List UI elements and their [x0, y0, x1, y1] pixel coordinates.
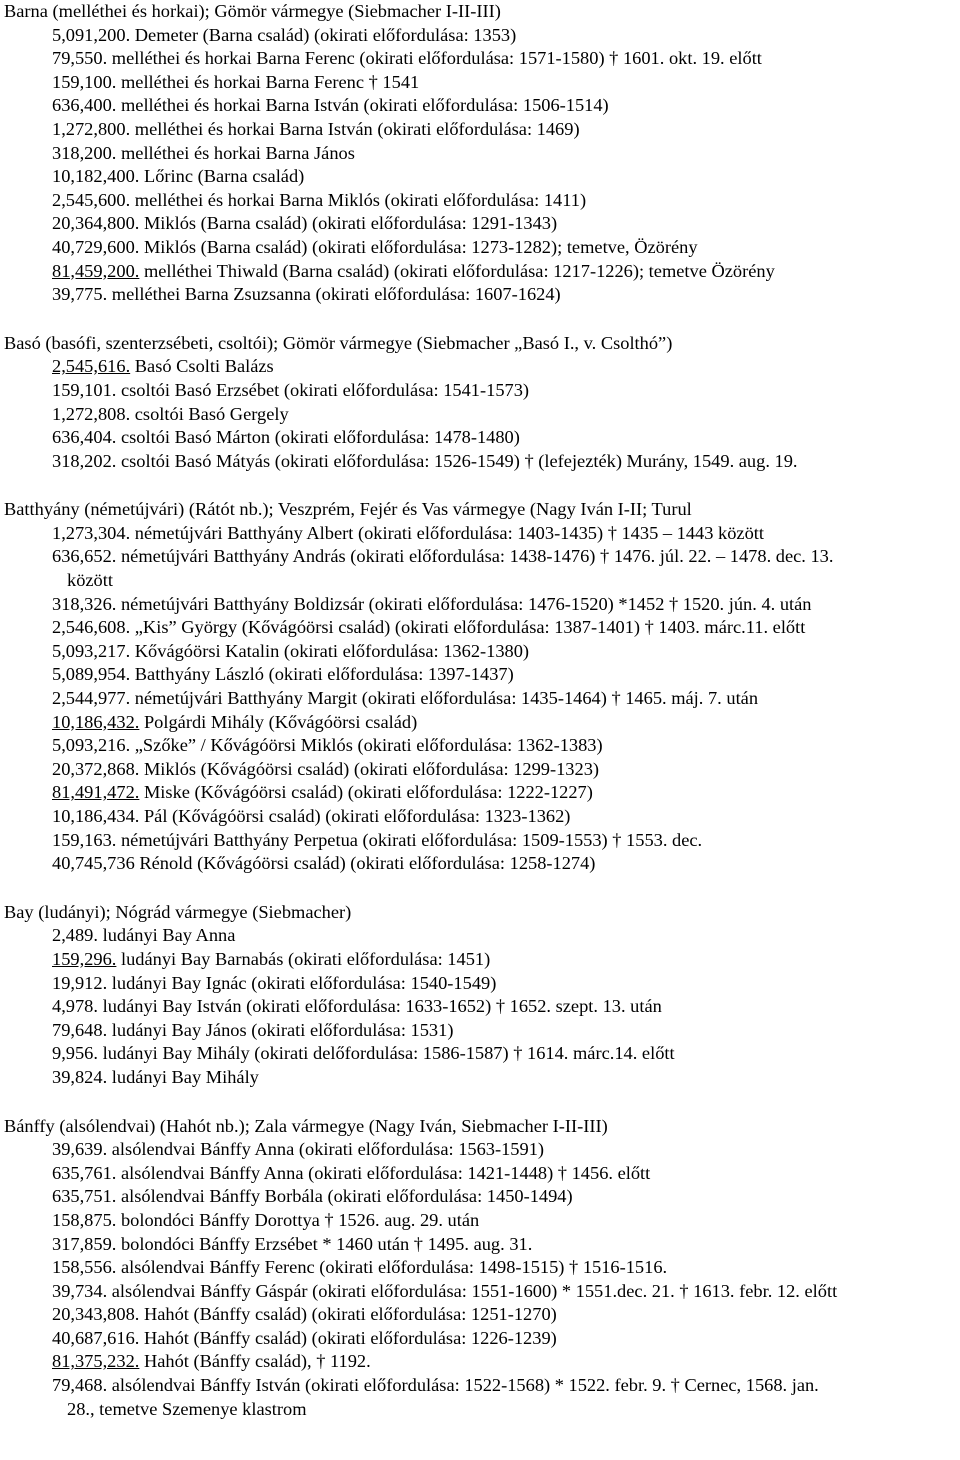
entry-number: 40,745,736: [52, 853, 135, 874]
entry-number: 10,186,434.: [52, 806, 140, 826]
entry-number: 19,912.: [52, 972, 108, 993]
entry-line: [4, 1303, 956, 1327]
entry-number: 159,296.: [52, 948, 117, 969]
entry-line: [4, 165, 956, 189]
section-header: Bay (ludányi); Nógrád vármegye (Siebmacher): [4, 901, 352, 922]
entry-text: melléthei és horkai Barna Ferenc † 1541: [116, 71, 420, 92]
entry-line: [4, 616, 956, 640]
entry-line: [4, 426, 956, 450]
entry-number: 20,372,868.: [52, 758, 140, 779]
entry-line: [4, 450, 956, 474]
entry-line: [4, 379, 956, 403]
entry-text: Hahót (Bánffy család) (okirati előfordulása: 1251-1270): [139, 1304, 557, 1325]
entry-text: alsólendvai Bánffy István (okirati előfordulása: 1522-1568) * 1522. febr. 9. † Cernec, 1568. jan.: [107, 1375, 819, 1396]
entry-number: 1,272,808.: [52, 403, 131, 424]
entry-text: németújvári Batthyány Margit (okirati előfordulása: 1435-1464) † 1465. máj. 7. után: [130, 688, 759, 709]
entry-number: 79,648.: [52, 1019, 108, 1040]
entry-text: Hahót (Bánffy család) (okirati előfordulása: 1226-1239): [139, 1327, 557, 1348]
entry-line: [4, 236, 956, 260]
entry-text: Lőrinc (Barna család): [139, 166, 305, 187]
entry-line: [4, 829, 956, 853]
entry-line: [4, 355, 956, 379]
entry-text: melléthei Barna Zsuzsanna (okirati előfordulása: 1607-1624): [107, 284, 561, 305]
entry-continuation: [4, 1398, 956, 1422]
entry-line: [4, 781, 956, 805]
entry-number: 39,775.: [52, 284, 108, 305]
entry-number: 636,404.: [52, 427, 117, 448]
entry-number: 636,652.: [52, 546, 117, 567]
entry-continuation: [4, 569, 956, 593]
entry-number: 81,375,232.: [52, 1351, 140, 1372]
entry-line: [4, 1185, 956, 1209]
entry-number: 39,639.: [52, 1139, 108, 1160]
entry-number: 40,687,616.: [52, 1327, 140, 1348]
entry-line: [4, 924, 956, 948]
entry-number: 9,956.: [52, 1043, 98, 1064]
genealogy-document: [4, 0, 956, 1421]
entry-number: 1,273,304.: [52, 522, 131, 543]
entry-text: melléthei Thiwald (Barna család) (okirati előfordulása: 1217-1226); temetve Özörény: [139, 260, 775, 281]
entry-line: [4, 593, 956, 617]
entry-number: 81,491,472.: [52, 782, 140, 803]
entry-line: [4, 687, 956, 711]
entry-line: [4, 71, 956, 95]
entry-text: ludányi Bay Ignác (okirati előfordulása: 1540-1549): [107, 972, 497, 993]
entry-text: Hahót (Bánffy család), † 1192.: [139, 1351, 371, 1372]
entry-number: 2,545,616.: [52, 356, 131, 377]
entry-line: [4, 189, 956, 213]
entry-text: alsólendvai Bánffy Anna (okirati előfordulása: 1563-1591): [107, 1139, 545, 1160]
entry-text: bolondóci Bánffy Dorottya † 1526. aug. 29. után: [116, 1209, 480, 1230]
entry-text: Pál (Kővágóörsi család) (okirati előfordulása: 1323-1362): [139, 806, 571, 826]
entry-line: [4, 805, 956, 829]
entry-number: 5,093,216.: [52, 735, 131, 756]
entry-text: németújvári Batthyány Perpetua (okirati előfordulása: 1509-1553) † 1553. dec.: [116, 829, 703, 850]
entry-text: csoltói Basó Márton (okirati előfordulása: 1478-1480): [116, 427, 520, 448]
entry-line: [4, 47, 956, 71]
entry-line: [4, 1209, 956, 1233]
entry-line: [4, 663, 956, 687]
entry-number: 10,186,432.: [52, 711, 140, 732]
section-header: Barna (melléthei és horkai); Gömör vármegye (Siebmacher I-II-III): [4, 1, 501, 21]
entry-line: [4, 734, 956, 758]
entry-text: ludányi Bay István (okirati előfordulása: 1633-1652) † 1652. szept. 13. után: [97, 996, 662, 1017]
entry-number: 10,182,400.: [52, 166, 140, 187]
entry-line: [4, 1256, 956, 1280]
entry-text: Polgárdi Mihály (Kővágóörsi család): [139, 711, 418, 732]
entry-line: [4, 212, 956, 236]
entry-text: között: [67, 570, 113, 591]
entry-line: [4, 948, 956, 972]
entry-number: 79,468.: [52, 1375, 108, 1396]
entry-line: [4, 283, 956, 307]
entry-text: „Kis” György (Kővágóörsi család) (okirati előfordulása: 1387-1401) † 1403. márc.11. előtt: [130, 617, 806, 638]
entry-line: [4, 260, 956, 284]
entry-number: 318,202.: [52, 450, 117, 471]
entry-line: [4, 1162, 956, 1186]
entry-number: 636,400.: [52, 95, 117, 116]
entry-number: 2,546,608.: [52, 617, 131, 638]
entry-number: 159,100.: [52, 71, 117, 92]
entry-line: [4, 142, 956, 166]
entry-text: ludányi Bay Barnabás (okirati előfordulása: 1451): [116, 948, 491, 969]
entry-text: ludányi Bay Mihály: [107, 1066, 259, 1087]
entry-text: bolondóci Bánffy Erzsébet * 1460 után † 1495. aug. 31.: [116, 1233, 533, 1254]
entry-text: Miklós (Barna család) (okirati előfordulása: 1291-1343): [139, 213, 558, 234]
entry-text: Miske (Kővágóörsi család) (okirati előfordulása: 1222-1227): [139, 782, 593, 803]
entry-text: ludányi Bay Anna: [97, 925, 236, 946]
entry-text: 28., temetve Szemenye klastrom: [67, 1398, 307, 1419]
section-gap: [4, 473, 956, 498]
section-gap: [4, 876, 956, 901]
entry-number: 159,101.: [52, 379, 117, 400]
entry-line: [4, 1066, 956, 1090]
entry-text: németújvári Batthyány András (okirati előfordulása: 1438-1476) † 1476. júl. 22. – 1478. dec. 13.: [116, 546, 834, 567]
entry-number: 81,459,200.: [52, 260, 140, 281]
entry-number: 1,272,800.: [52, 118, 131, 139]
entry-line: [4, 522, 956, 546]
entry-text: németújvári Batthyány Albert (okirati előfordulása: 1403-1435) † 1435 – 1443 között: [130, 522, 765, 543]
entry-number: 20,364,800.: [52, 213, 140, 234]
entry-text: alsólendvai Bánffy Ferenc (okirati előfordulása: 1498-1515) † 1516-1516.: [116, 1257, 668, 1278]
entry-line: [4, 640, 956, 664]
entry-text: alsólendvai Bánffy Anna (okirati előfordulása: 1421-1448) † 1456. előtt: [116, 1162, 651, 1183]
entry-text: Basó Csolti Balázs: [130, 356, 274, 377]
entry-line: [4, 1138, 956, 1162]
entry-text: Kővágóörsi Katalin (okirati előfordulása: 1362-1380): [130, 640, 530, 661]
section-gap: [4, 307, 956, 332]
entry-number: 5,089,954.: [52, 664, 131, 685]
entry-line: [4, 711, 956, 735]
entry-number: 635,761.: [52, 1162, 117, 1183]
entry-line: [4, 94, 956, 118]
entry-text: Miklós (Kővágóörsi család) (okirati előfordulása: 1299-1323): [139, 758, 600, 779]
entry-line: [4, 1042, 956, 1066]
section-header: Batthyány (németújvári) (Rátót nb.); Veszprém, Fejér és Vas vármegye (Nagy Iván I-II; Turul: [4, 499, 692, 520]
entry-text: alsólendvai Bánffy Gáspár (okirati előfordulása: 1551-1600) * 1551.dec. 21. † 1613. febr. 12. előtt: [107, 1280, 838, 1301]
entry-number: 4,978.: [52, 996, 98, 1017]
entry-text: melléthei és horkai Barna Miklós (okirati előfordulása: 1411): [130, 189, 587, 210]
entry-number: 158,556.: [52, 1257, 117, 1278]
entry-text: csoltói Basó Mátyás (okirati előfordulása: 1526-1549) † (lefejezték) Murány, 1549. aug. 19.: [116, 450, 798, 471]
entry-line: [4, 758, 956, 782]
entry-text: alsólendvai Bánffy Borbála (okirati előfordulása: 1450-1494): [116, 1186, 573, 1207]
entry-text: csoltói Basó Gergely: [130, 403, 289, 424]
entry-text: Miklós (Barna család) (okirati előfordulása: 1273-1282); temetve, Özörény: [139, 236, 698, 257]
entry-number: 5,093,217.: [52, 640, 131, 661]
entry-number: 79,550.: [52, 48, 108, 69]
entry-text: Demeter (Barna család) (okirati előfordulása: 1353): [130, 24, 517, 45]
entry-line: [4, 972, 956, 996]
entry-text: csoltói Basó Erzsébet (okirati előfordulása: 1541-1573): [116, 379, 530, 400]
entry-line: [4, 995, 956, 1019]
entry-number: 159,163.: [52, 829, 117, 850]
entry-text: ludányi Bay János (okirati előfordulása: 1531): [107, 1019, 454, 1040]
entry-number: 317,859.: [52, 1233, 117, 1254]
entry-number: 158,875.: [52, 1209, 117, 1230]
entry-text: melléthei és horkai Barna Ferenc (okirati előfordulása: 1571-1580) † 1601. okt. 19. előtt: [107, 48, 762, 69]
entry-line: [4, 1350, 956, 1374]
entry-text: melléthei és horkai Barna István (okirati előfordulása: 1469): [130, 118, 580, 139]
section-header: Bánffy (alsólendvai) (Hahót nb.); Zala vármegye (Nagy Iván, Siebmacher I-II-III): [4, 1115, 608, 1136]
entry-number: 39,734.: [52, 1280, 108, 1301]
entry-text: melléthei és horkai Barna István (okirati előfordulása: 1506-1514): [116, 95, 609, 116]
entry-number: 2,545,600.: [52, 189, 131, 210]
entry-line: [4, 1374, 956, 1398]
entry-text: „Szőke” / Kővágóörsi Miklós (okirati előfordulása: 1362-1383): [130, 735, 603, 756]
entry-text: németújvári Batthyány Boldizsár (okirati előfordulása: 1476-1520) *1452 † 1520. jún. 4. után: [116, 593, 812, 614]
entry-text: Rénold (Kővágóörsi család) (okirati előfordulása: 1258-1274): [134, 853, 596, 874]
entry-line: [4, 852, 956, 876]
entry-line: [4, 545, 956, 569]
entry-line: [4, 1019, 956, 1043]
entry-number: 5,091,200.: [52, 24, 131, 45]
entry-line: [4, 1327, 956, 1351]
entry-number: 2,544,977.: [52, 688, 131, 709]
entry-text: ludányi Bay Mihály (okirati delőfordulása: 1586-1587) † 1614. márc.14. előtt: [97, 1043, 675, 1064]
section-gap: [4, 1090, 956, 1115]
entry-line: [4, 403, 956, 427]
entry-text: Batthyány László (okirati előfordulása: 1397-1437): [130, 664, 514, 685]
entry-number: 635,751.: [52, 1186, 117, 1207]
entry-text: melléthei és horkai Barna János: [116, 142, 355, 163]
entry-number: 318,200.: [52, 142, 117, 163]
entry-number: 40,729,600.: [52, 236, 140, 257]
entry-line: [4, 1280, 956, 1304]
entry-number: 318,326.: [52, 593, 117, 614]
entry-line: [4, 24, 956, 48]
entry-line: [4, 1233, 956, 1257]
entry-number: 20,343,808.: [52, 1304, 140, 1325]
section-header: Basó (basófi, szenterzsébeti, csoltói); Gömör vármegye (Siebmacher „Basó I., v. Csolthó”): [4, 332, 673, 353]
entry-number: 39,824.: [52, 1066, 108, 1087]
entry-number: 2,489.: [52, 925, 98, 946]
entry-line: [4, 118, 956, 142]
